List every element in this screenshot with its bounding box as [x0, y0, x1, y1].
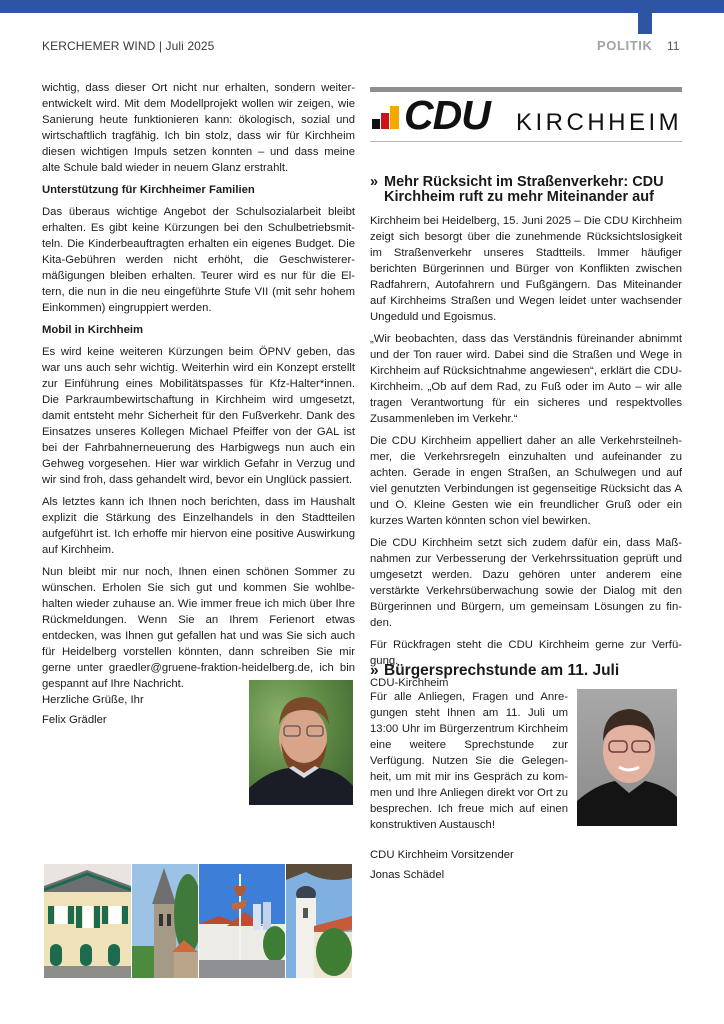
families-paragraph: Das überaus wichtige Angebot der Schulsozialarbeit bleibt erhalten. Es gibt keine Kürzungen bei den Schulbetriebsmitteln. Die Kinderbeauftragten erhalten ein eigenes Budget. Die Kita-Gebühren werden nicht erhöht, die Geschwisterermäßigungen bleiben erhalten. Teurer wird es nur für die Eltern, die nun in die neu eingeführte Stufe VII (mit sehr hohem Einkommen) eingruppiert werden.	[42, 206, 355, 314]
headline-marker-icon: »	[370, 662, 379, 679]
section-heading-mobility: Mobil in Kirchheim	[42, 324, 144, 336]
retail-paragraph: Als letztes kann ich Ihnen noch berichten, dass im Haushalt explizit die Stärkung des Einzelhandels in den Stadtteilen aufgeführt ist. Ich erhoffe mir hiervon eine positive Auswirkung auf Kirchheim.	[42, 496, 355, 556]
article-paragraph: Kirchheim bei Heidelberg, 15. Juni 2025 – Die CDU Kirchheim zeigt sich besorgt über die zunehmende Rücksichtslosigkeit im Straßenverkehr unseres Stadtteils. Immer häufiger berichten Bürgerinnen und Bürger von Konflikten zwischen Radfahrern, Autofahrern und Fußgängern. Das Miteinander auf Kirchheims Straßen und Wegen leidet unter wachsender Ungeduld und Egoismus.	[370, 215, 682, 323]
collage-maypole-square	[199, 864, 285, 978]
left-column	[42, 80, 355, 698]
article-paragraph: „Wir beobachten, dass das Verständnis füreinander abnimmt und der Ton rauer wird. Dabei sind die Straßen und Wege in Kirchheim auf Rücksichtnahme angewiesen“, erklärt die CDU- Kirchheim. „Ob auf dem Rad, zu Fuß oder im Auto – wir alle tragen Verantwortung für ein sicheres und respektvolles Zusammenleben im Verkehr.“	[370, 333, 682, 425]
article-signature: CDU-Kirchheim	[370, 677, 449, 689]
signature-name: Jonas Schädel	[370, 869, 445, 881]
collage-chapel	[286, 864, 352, 978]
office-hours-text: Für alle Anliegen, Fragen und Anregungen steht Ihnen am 11. Juli um 13:00 Uhr im Bürgerzentrum Kirchheim eine weitere Sprechstunde zur Verfügung. Nutzen Sie die Gelegenheit, um mit mir ins Gespräch zu kommen und Ihre Anliegen direkt vor Ort zu besprechen. Ich freue mich auf einen konstruktiven Austausch!	[370, 691, 568, 831]
article-paragraph: Für Rückfragen steht die CDU Kirchheim gerne zur Verfügung.	[370, 639, 682, 667]
cdu-bars-icon	[372, 103, 400, 129]
portrait-felix-graedler	[249, 680, 353, 805]
article-headline-office-hours	[370, 662, 619, 680]
headline-marker-icon: »	[370, 174, 379, 190]
publication-title: KERCHEMER WIND | Juli 2025	[42, 39, 215, 53]
collage-town-hall	[44, 864, 131, 978]
logo-town-name: KIRCHHEIM	[516, 109, 683, 136]
collage-church-tower	[132, 864, 198, 978]
portrait-jonas-schaedel	[577, 689, 677, 826]
mobility-paragraph: Es wird keine weiteren Kürzungen beim ÖPNV geben, das war uns auch sehr wichtig. Weiterhin wird ein Konzept erstellt zur Einführung eines Mobilitätspasses für Kfz-Halter*innen. Die Parkraumbewirtschaftung in Kirchheim wird umgesetzt, damit entsteht mehr Sicherheit für den Fußverkehr. Dank des Einsatzes unseres Kollegen Michael Pfeiffer von der GAL ist bei der Fahrbahnerneuerung des Harbigwegs nun auch ein Gehweg vorgesehen. Hier war wirklich Gefahr in Verzug und wir sind froh, dass gehandelt wird, bevor ein Unglück passiert.	[42, 346, 355, 486]
signature-name: Felix Grädler	[42, 714, 107, 726]
intro-paragraph: wichtig, dass dieser Ort nicht nur erhalten, sondern weiterentwickelt wird. Mit dem Modellprojekt wollen wir zeigen, wie Sanierung heute funktionieren kann: ökologisch, sozial und wirtschaftlich tragfähig. Ich bin stolz, dass wir für Kirchheim diesen wichtigen Impuls setzen konnten – und dass meine alte Schule bald wieder in neuem Glanz erstrahlt.	[42, 82, 355, 174]
article-paragraph: Die CDU Kirchheim setzt sich zudem dafür ein, dass Maßnahmen zur Verbesserung der Verkehrssituation geprüft und umgesetzt werden. Dazu gehören unter anderem eine verstärkte Verkehrsüberwachung sowie der Dialog mit den Bürgerinnen und Bürgern, um gemeinsam Lösungen zu finden.	[370, 537, 682, 629]
signature-role: CDU Kirchheim Vorsitzender	[370, 849, 514, 861]
article-traffic-body	[370, 213, 682, 697]
section-label: POLITIK	[597, 38, 653, 53]
signature-greeting: Herzliche Grüße, Ihr	[42, 694, 144, 706]
signature-felix	[42, 690, 144, 730]
top-accent-bar	[0, 0, 724, 13]
page-number: 11	[667, 39, 680, 53]
kirchheim-photo-collage	[44, 864, 352, 978]
article-paragraph: Die CDU Kirchheim appelliert daher an alle Verkehrsteilnehmer, die Verkehrsregeln einzuhalten und aufeinander zu achten. Gerade in engen Straßen, an Schulwegen und auf viel genutzten Verbindungen ist gegenseitige Rücksicht das A und O. Kleine Gesten wie ein freundlicher Gruß oder ein kurzes Warten könnten schon viel bewirken.	[370, 435, 682, 527]
signature-jonas	[370, 845, 514, 885]
headline-text: Bürgersprechstunde am 11. Juli	[384, 662, 620, 679]
headline-line-1: Mehr Rücksicht im Straßenverkehr: CDU	[384, 174, 664, 190]
headline-line-2: Kirchheim ruft zu mehr Miteinander auf	[384, 189, 654, 205]
article-headline-traffic	[370, 175, 682, 205]
closing-paragraph: Nun bleibt mir nur noch, Ihnen einen schönen Sommer zu wünschen. Erholen Sie sich gut und kommen Sie wohlbehalten wieder zuhause an. Wie immer freue ich mich über Ihre Rückmeldungen. Wenn Sie an Ihrem Ferienort etwas entdecken, was Ihnen gut gefallen hat und was Sie sich auch für Heidelberg vorstellen könnten, dann schreiben Sie mir gerne unter graedler@gruene-fraktion-heidelberg.de, ich bin gespannt auf Ihre Nachricht.	[42, 566, 355, 690]
portrait-illustration	[577, 689, 677, 826]
portrait-illustration	[249, 680, 353, 805]
section-heading-families: Unterstützung für Kirchheimer Familien	[42, 184, 255, 196]
logo-party-name: CDU	[404, 92, 490, 138]
logo-bottom-rule	[370, 141, 682, 142]
cdu-kirchheim-logo	[370, 87, 682, 143]
section-tab-marker	[638, 13, 652, 34]
